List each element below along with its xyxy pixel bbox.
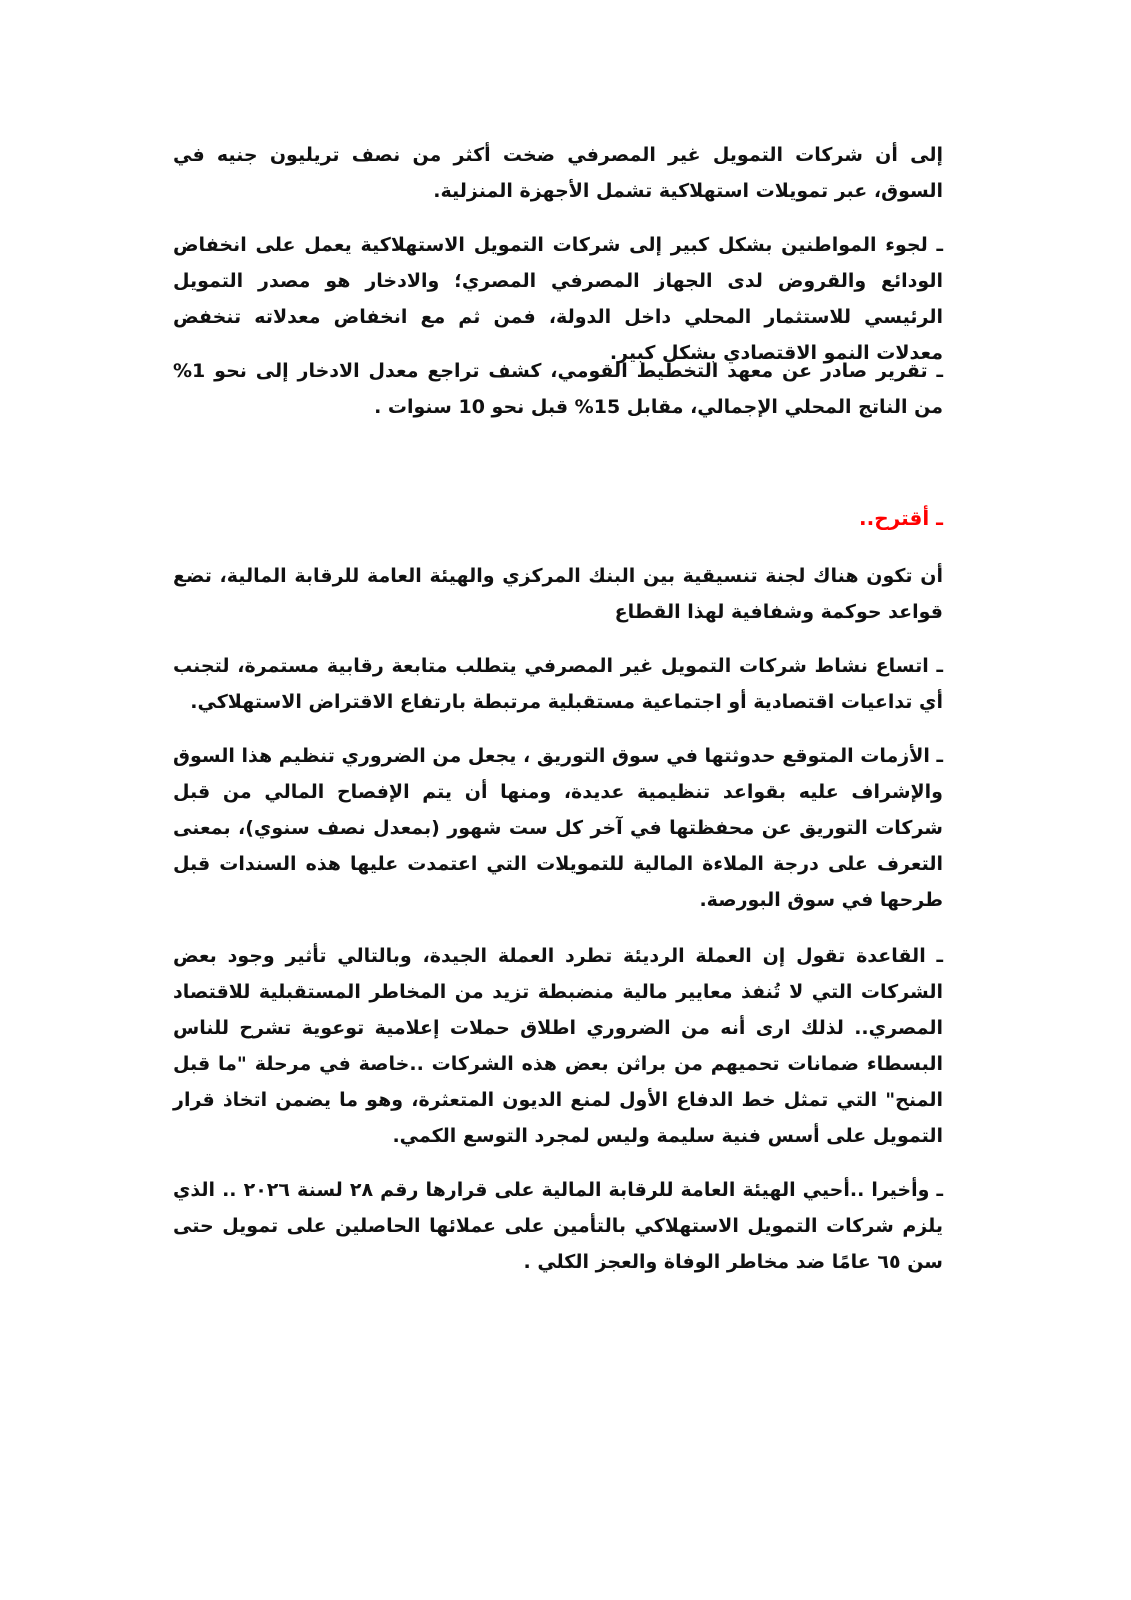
paragraph-oversight: ـ اتساع نشاط شركات التمويل غير المصرفي يتطلب متابعة رقابية مستمرة، لتجنب أي تداعيات اقتصادية أو اجتماعية مستقبلية مرتبطة بارتفاع الاقتراض الاستهلاكي.	[173, 655, 943, 713]
section-heading-suggestions: ـ أقترح..	[859, 506, 943, 530]
paragraph-securitization: ـ الأزمات المتوقع حدوثتها في سوق التوريق ، يجعل من الضروري تنظيم هذا السوق والإشراف عليه بقواعد تنظيمية عديدة، ومنها أن يتم الإفصاح المالي من قبل شركات التوريق عن محفظتها في آخر كل ست شهور (بمعدل نصف سنوي)، بمعنى التعرف على درجة الملاءة المالية للتمويلات التي اعتمدت عليها هذه السندات قبل طرحها في سوق البورصة.	[173, 745, 943, 911]
paragraph-savings-report: ـ تقرير صادر عن معهد التخطيط القومي، كشف تراجع معدل الادخار إلى نحو 1% من الناتج المحلي الإجمالي، مقابل 15% قبل نحو 10 سنوات .	[173, 360, 943, 418]
paragraph-coordination-committee: أن تكون هناك لجنة تنسيقية بين البنك المركزي والهيئة العامة للرقابة المالية، تضع قواعد حوكمة وشفافية لهذا القطاع	[173, 565, 943, 623]
paragraph-insurance-decision: ـ وأخيرا ..أحيي الهيئة العامة للرقابة المالية على قرارها رقم ٢٨ لسنة ٢٠٢٦ .. الذي يلزم شركات التمويل الاستهلاكي بالتأمين على عملائها الحاصلين على تمويل حتى سن ٦٥ عامًا ضد مخاطر الوفاة والعجز الكلي .	[173, 1179, 944, 1273]
paragraph-citizens-reliance: ـ لجوء المواطنين بشكل كبير إلى شركات التمويل الاستهلاكية يعمل على انخفاض الودائع والقروض لدى الجهاز المصرفي المصري؛ والادخار هو مصدر التمويل الرئيسي للاستثمار المحلي داخل الدولة، فمن ثم مع انخفاض معدلاته تنخفض معدلات النمو الاقتصادي بشكل كبير.	[173, 234, 943, 364]
paragraph-awareness-campaigns: ـ القاعدة تقول إن العملة الرديئة تطرد العملة الجيدة، وبالتالي تأثير وجود بعض الشركات التي لا تُنفذ معايير مالية منضبطة تزيد من المخاطر المستقبلية للاقتصاد المصري.. لذلك ارى أنه من الضروري اطلاق حملات إعلامية توعوية تشرح للناس البسطاء ضمانات تحميهم من براثن بعض هذه الشركات ..خاصة في مرحلة "ما قبل المنح" التي تمثل خط الدفاع الأول لمنع الديون المتعثرة، وهو ما يضمن اتخاذ قرار التمويل على أسس فنية سليمة وليس لمجرد التوسع الكمي.	[173, 945, 943, 1147]
paragraph-intro: إلى أن شركات التمويل غير المصرفي ضخت أكثر من نصف تريليون جنيه في السوق، عبر تمويلات استهلاكية تشمل الأجهزة المنزلية.	[173, 144, 943, 202]
